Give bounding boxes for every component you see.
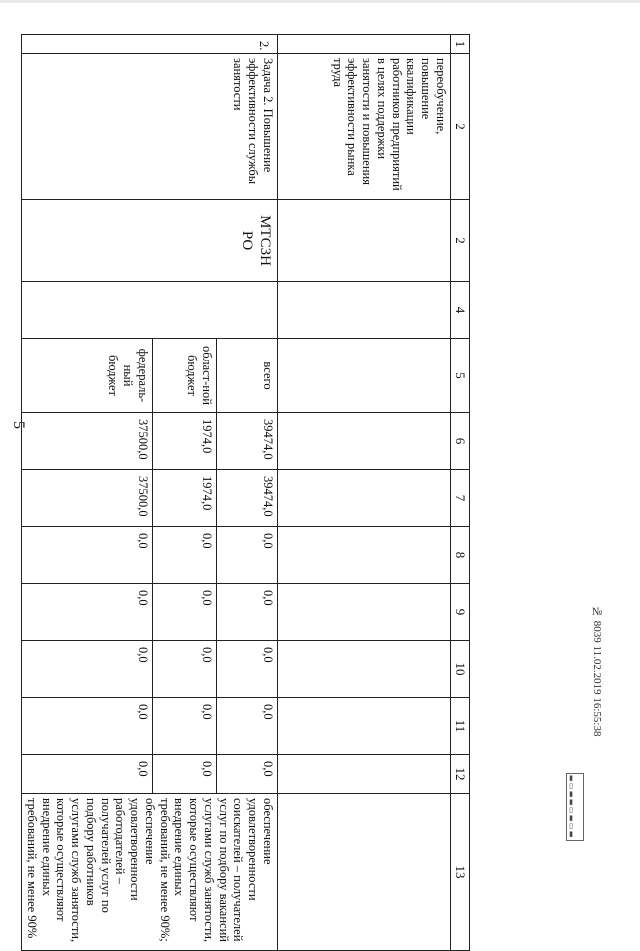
header-cell: 8 — [451, 527, 470, 584]
table-cell — [278, 200, 451, 282]
header-cell: 11 — [451, 698, 470, 755]
header-cell: 10 — [451, 641, 470, 698]
table-cell — [278, 527, 451, 584]
executor: МТСЗН РО — [22, 200, 278, 282]
value-cell: 0,0 — [152, 527, 216, 584]
table-cell — [278, 584, 451, 641]
header-cell: 12 — [451, 755, 470, 794]
value-cell: 0,0 — [216, 527, 277, 584]
header-cell: 13 — [451, 794, 470, 951]
funding-source: федераль-ный бюджет — [22, 339, 153, 413]
value-cell: 0,0 — [22, 641, 153, 698]
program-table — [21, 34, 470, 951]
value-cell: 39474,0 — [216, 470, 277, 527]
table-cell — [278, 339, 451, 413]
header-cell: 9 — [451, 584, 470, 641]
task-number: 2. — [22, 35, 278, 54]
value-cell: 37500,0 — [22, 413, 153, 470]
rotated-table-container — [25, 34, 470, 943]
value-cell: 0,0 — [152, 698, 216, 755]
value-cell: 0,0 — [152, 584, 216, 641]
value-cell: 0,0 — [216, 584, 277, 641]
value-cell: 0,0 — [152, 641, 216, 698]
header-cell: 2 — [451, 54, 470, 200]
scan-edge — [0, 0, 640, 3]
previous-row-text: переобучение, повышение квалификации работников предприятий в целях поддержки занятости и повышения эффективности рынка труда — [278, 54, 451, 200]
table-cell — [278, 413, 451, 470]
table-cell — [278, 35, 451, 54]
table-cell — [22, 282, 278, 339]
table-cell — [278, 698, 451, 755]
table-row — [216, 35, 277, 951]
header-cell: 1 — [451, 35, 470, 54]
table-cell — [278, 794, 451, 951]
header-cell: 4 — [451, 282, 470, 339]
table-row — [278, 35, 451, 951]
header-cell: 7 — [451, 470, 470, 527]
value-cell: 0,0 — [22, 698, 153, 755]
header-row — [451, 35, 470, 951]
task-title: Задача 2. Повышение эффективности службы занятости — [22, 54, 278, 200]
value-cell: 0,0 — [216, 755, 277, 794]
table-cell — [278, 641, 451, 698]
result-description: обеспечение удовлетворенности соискателей – получателей услуг по подбору вакансий услугами служб занятости, которые осуществляют внедрение единых требований, не менее 90%; обеспечение удовлетворенности работодателей – получателей услуг по подбору работников услугами служб занятости, которые осуществляют внедрение единых требований, не менее 90% — [22, 794, 278, 951]
header-cell: 6 — [451, 413, 470, 470]
table-cell — [278, 282, 451, 339]
value-cell: 39474,0 — [216, 413, 277, 470]
header-cell: 2 — [451, 200, 470, 282]
header-cell: 5 — [451, 339, 470, 413]
funding-source: всего — [216, 339, 277, 413]
value-cell: 37500,0 — [22, 470, 153, 527]
value-cell: 0,0 — [152, 755, 216, 794]
value-cell: 0,0 — [22, 527, 153, 584]
value-cell: 0,0 — [216, 698, 277, 755]
table-cell — [278, 470, 451, 527]
table-wrapper — [25, 34, 470, 943]
value-cell: 1974,0 — [152, 470, 216, 527]
value-cell: 0,0 — [22, 755, 153, 794]
table-cell — [278, 755, 451, 794]
value-cell: 0,0 — [22, 584, 153, 641]
page-number: 5 — [10, 421, 27, 429]
funding-source: област-ной бюджет — [152, 339, 216, 413]
barcode-stamp: ▮▯▮▮▯▮▯▮ — [566, 773, 584, 841]
value-cell: 0,0 — [216, 641, 277, 698]
value-cell: 1974,0 — [152, 413, 216, 470]
registration-stamp-text: № 8039 11.02.2019 16:55:38 — [591, 606, 603, 737]
